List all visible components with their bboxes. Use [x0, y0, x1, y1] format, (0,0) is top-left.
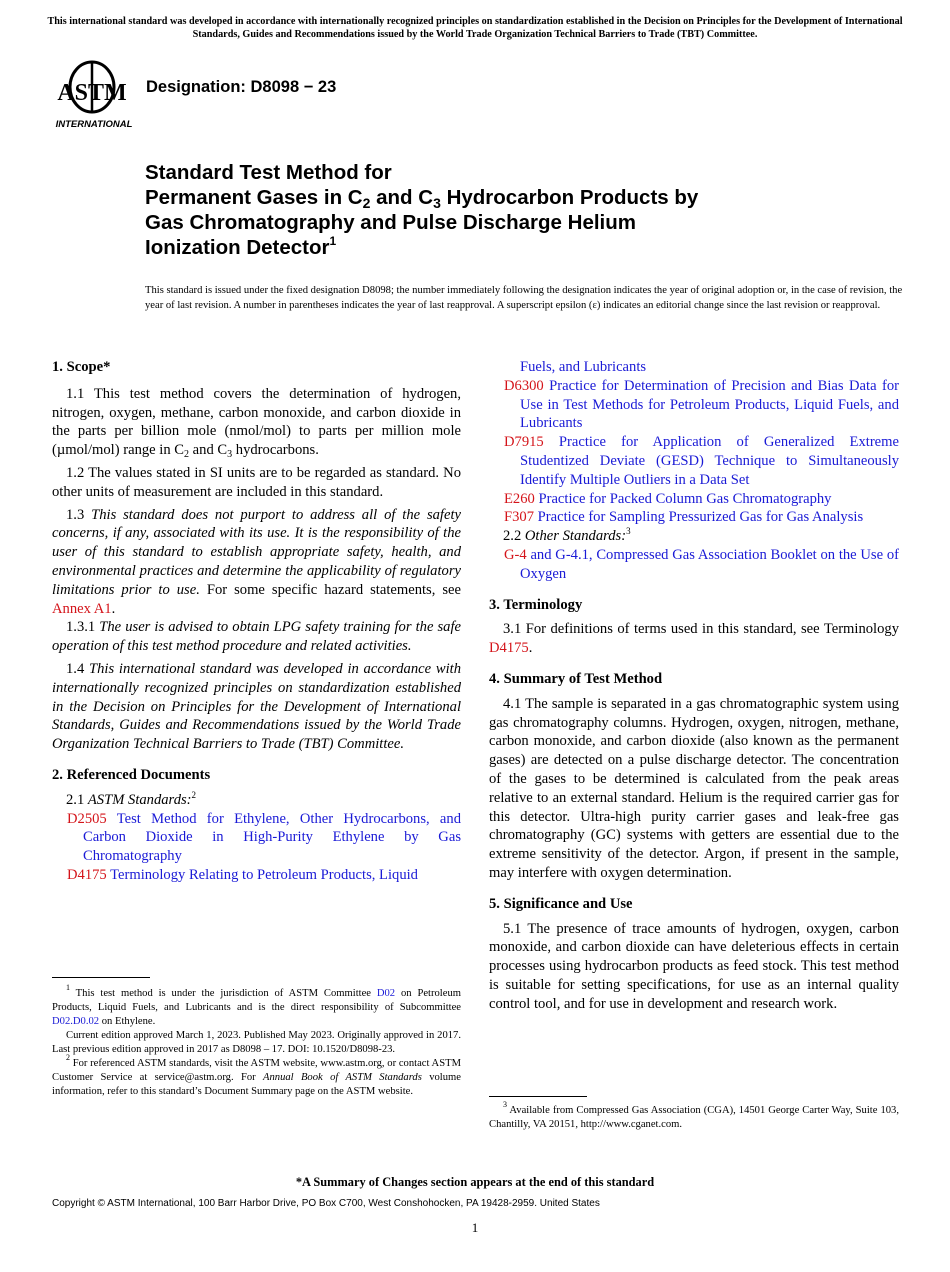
paragraph-1-2: 1.2 The values stated in SI units are to be regarded as standard. No other units of measurement are included in this standard. — [52, 464, 461, 500]
reference-d4175-continued[interactable]: Fuels, and Lubricants — [520, 359, 647, 375]
title-footnote-ref[interactable]: 1 — [329, 234, 337, 248]
title-line-4: Ionization Detector$^1$ — [145, 234, 337, 259]
paragraph-1-1: 1.1 This test method covers the determination of hydrogen, nitrogen, oxygen, methane, carbon monoxide, and carbon dioxide in the parts per billion mole (nmol/mol) to parts per million mole (µmol/mol) range in $C_2$ and $C_3$ hydrocarbons. — [52, 385, 461, 461]
logo-letters: ASTM — [57, 80, 127, 106]
title-line-1: Standard Test Method for — [145, 161, 392, 184]
reference-f307[interactable]: F307 Practice for Sampling Pressurized Gas for Gas Analysis — [504, 509, 864, 526]
copyright-notice: Copyright © ASTM International, 100 Barr Harbor Drive, PO Box C700, West Conshohocken, PA 19428-2959. United States — [52, 1198, 600, 1209]
reference-e260[interactable]: E260 Practice for Packed Column Gas Chromatography — [504, 490, 832, 507]
footnote-divider-right — [489, 1096, 587, 1097]
footnotes-right — [489, 1100, 899, 1132]
footnote-2: $^2$ For referenced ASTM standards, visit the ASTM website, www.astm.org, or contact ASTM Customer Service at service@astm.org. For Annual Book of ASTM Standards volume information, refer to this standard’s Document Summary page on the ASTM website. — [52, 1053, 461, 1097]
paragraph-1-3-1: 1.3.1 The user is advised to obtain LPG safety training for the safe operation of this test method procedure and related activities. — [52, 619, 461, 655]
section-heading-referenced-documents: 2. Referenced Documents — [52, 766, 211, 783]
top-notice: This international standard was developed in accordance with internationally recognized principles on standardization established in the Decision on Principles for the Development of International Standards, Guides and Recommendations issued by the World Trade Organization Technical Barriers to Trade (TBT) Committee. — [47, 16, 903, 40]
page-number: 1 — [471, 1220, 479, 1235]
committee-d02-link[interactable]: D02 — [376, 988, 396, 999]
paragraph-4-1: 4.1 The sample is separated in a gas chromatographic system using gas chromatography columns. Hydrogen, oxygen, nitrogen, methane, carbon monoxide, and carbon dioxide (also known as the permanent gases) are detected on a pulse discharge detector. The concentration of the gases to be determined is calculated from the peak areas relative to an external standard. Helium is the required carrier gas for this detector. Ultra-high purity carrier gases and leak-free gas chromatography (GC) systems with getters are essential due to the extreme sensitivity of the detector. Argon, if present in the sample, may interfere with oxygen determination. — [489, 695, 899, 881]
section-heading-scope: 1. Scope* — [52, 359, 111, 375]
paragraph-2-2: 2.2 Other Standards:$^3$ — [503, 526, 631, 545]
logo-subtext: INTERNATIONAL — [55, 119, 133, 130]
paragraph-1-4: 1.4 This international standard was developed in accordance with internationally recognized principles on standardization established in the Decision on Principles for the Development of International Standards, Guides and Recommendations issued by the World Trade Organization Technical Barriers to Trade (TBT) Committee. — [52, 660, 462, 753]
footnote-1-edition: Current edition approved March 1, 2023. Published May 2023. Originally approved in 2017. Last previous edition approved in 2017 as D8098 – 17. DOI: 10.1520/D8098-23. — [52, 1030, 461, 1055]
summary-of-changes-note: *A Summary of Changes section appears at the end of this standard — [295, 1175, 655, 1189]
reference-d6300[interactable]: D6300 Practice for Determination of Precision and Bias Data for Use in Test Methods for Petroleum Products, Liquid Fuels, and Lubricants — [504, 377, 899, 432]
reference-d7915[interactable]: D7915 Practice for Application of Generalized Extreme Studentized Deviate (GESD) Technique to Simultaneously Identify Multiple Outliers in a Data Set — [504, 434, 899, 488]
reference-d4175[interactable]: D4175 Terminology Relating to Petroleum Products, Liquid — [67, 866, 418, 883]
title-line-2: Permanent Gases in $C_2$ and $C_3$ Hydrocarbon Products by — [145, 186, 699, 211]
right-column — [489, 358, 899, 1014]
footnote-ref-2[interactable]: 2 — [191, 789, 197, 800]
annex-a1-link[interactable]: Annex A1 — [52, 600, 112, 617]
footnote-1: $^1$ This test method is under the jurisdiction of ASTM Committee D02 on Petroleum Products, Liquid Fuels, and Lubricants and is the direct responsibility of Subcommittee D02.D0.02 on Ethylene. — [52, 983, 461, 1027]
footnotes-left — [52, 983, 461, 1099]
footnote-divider-left — [52, 977, 150, 978]
paragraph-5-1: 5.1 The presence of trace amounts of hydrogen, oxygen, carbon monoxide, and carbon dioxide can have deleterious effects in certain processes using hydrocarbon products as feed stock. This test method is suitable for setting specifications, for use as an internal quality control tool, and for use in development and research work. — [489, 920, 899, 1012]
astm-logo — [52, 56, 136, 132]
document-title — [145, 160, 845, 260]
subcommittee-link[interactable]: D02.D0.02 — [52, 1016, 100, 1027]
astm-logo-graphic — [52, 56, 136, 132]
issued-note: This standard is issued under the fixed designation D8098; the number immediately following the designation indicates the year of original adoption or, in the case of revision, the year of last revision. A number in parentheses indicates the year of last reapproval. A superscript epsilon (ε) indicates an editorial change since the last revision or reapproval. — [145, 285, 903, 311]
footnote-3: $^3$ Available from Compressed Gas Association (CGA), 14501 George Carter Way, Suite 103, Chantilly, VA 20151, http://www.cganet.com. — [489, 1100, 899, 1130]
paragraph-1-3: 1.3 This standard does not purport to address all of the safety concerns, if any, associated with its use. It is the responsibility of the user of this standard to establish appropriate safety, health, and environmental practices and determine the applicability of regulatory limitations prior to use. For some specific hazard statements, see Annex A1. — [52, 506, 461, 617]
reference-d4175-title-start: Terminology Relating to Petroleum Products, Liquid — [110, 866, 418, 883]
left-column — [52, 358, 461, 885]
footnote-ref-3[interactable]: 3 — [626, 526, 631, 537]
paragraph-3-1: 3.1 For definitions of terms used in this standard, see Terminology D4175. — [489, 621, 899, 657]
terminology-d4175-link[interactable]: D4175 — [489, 640, 529, 657]
section-heading-significance: 5. Significance and Use — [489, 895, 633, 912]
reference-cga-g4[interactable]: G-4 and G-4.1, Compressed Gas Association Booklet on the Use of Oxygen — [504, 546, 899, 582]
section-heading-summary: 4. Summary of Test Method — [489, 670, 663, 687]
designation: Designation: D8098 − 23 — [146, 78, 337, 96]
section-heading-terminology: 3. Terminology — [489, 596, 583, 613]
paragraph-2-1: 2.1 ASTM Standards:$^2$ — [66, 789, 197, 808]
reference-d2505[interactable]: D2505 Test Method for Ethylene, Other Hydrocarbons, and Carbon Dioxide in High-Purity Ethylene by Gas Chromatography — [67, 810, 461, 865]
title-line-3: Gas Chromatography and Pulse Discharge Helium — [145, 211, 636, 234]
